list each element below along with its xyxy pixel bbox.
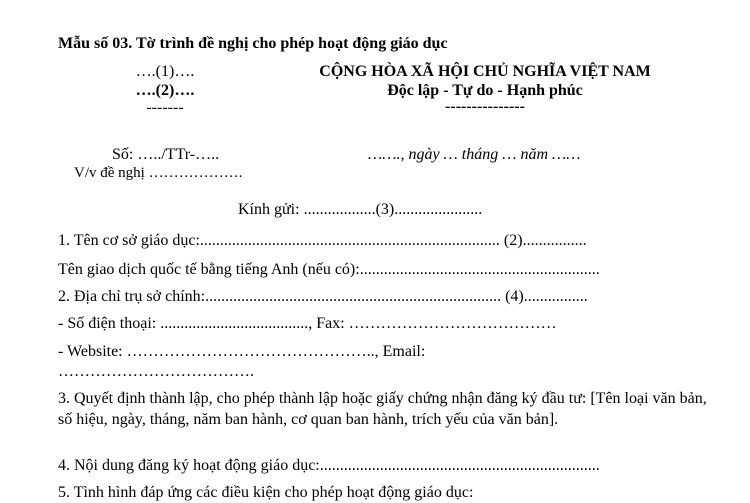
date-line: ……., ngày … tháng … năm …… — [368, 146, 581, 163]
document-number: Số: …../TTr-….. — [112, 146, 220, 163]
header-left-line3: ------- — [146, 99, 184, 116]
recipient-line: Kính gửi: ..................(3)...................... — [238, 201, 483, 218]
field-conditions-status: 5. Tình hình đáp ứng các điều kiện cho phép hoạt động giáo dục: — [58, 484, 474, 501]
field-website-email: - Website: ……………………………………….., Email: — [58, 343, 426, 360]
field-international-name: Tên giao dịch quốc tế bằng tiếng Anh (nếu có):............................................................ — [58, 261, 600, 278]
header-right-line3: --------------- — [445, 98, 525, 115]
field-institution-name: 1. Tên cơ sở giáo dục:........................................................................... (2)................ — [58, 232, 587, 249]
form-title: Mẫu số 03. Tờ trình đề nghị cho phép hoạt động giáo dục — [58, 35, 448, 52]
field-phone-fax: - Số điện thoại: ....................................., Fax: ………………………………… — [58, 315, 557, 332]
header-left-line1: ….(1)…. — [135, 63, 195, 80]
header-left-line2: ….(2)…. — [135, 82, 195, 99]
field-email-continuation: ………………………………. — [58, 363, 254, 380]
header-right-line1: CỘNG HÒA XÃ HỘI CHỦ NGHĨA VIỆT NAM — [319, 63, 651, 80]
field-establishment-decision: 3. Quyết định thành lập, cho phép thành lập hoặc giấy chứng nhận đăng ký đầu tư: [Tên loại văn bản, số hiệu, ngày, tháng, năm ban hành, cơ quan ban hành, trích yếu của văn bản]. — [58, 390, 707, 428]
subject-line: V/v đề nghị ………………. — [74, 165, 243, 181]
header-right-line2: Độc lập - Tự do - Hạnh phúc — [387, 82, 583, 99]
field-head-office-address: 2. Địa chỉ trụ sở chính:.......................................................................... (4)................ — [58, 288, 588, 305]
field-registration-content: 4. Nội dung đăng ký hoạt động giáo dục:...................................................................... — [58, 457, 600, 474]
